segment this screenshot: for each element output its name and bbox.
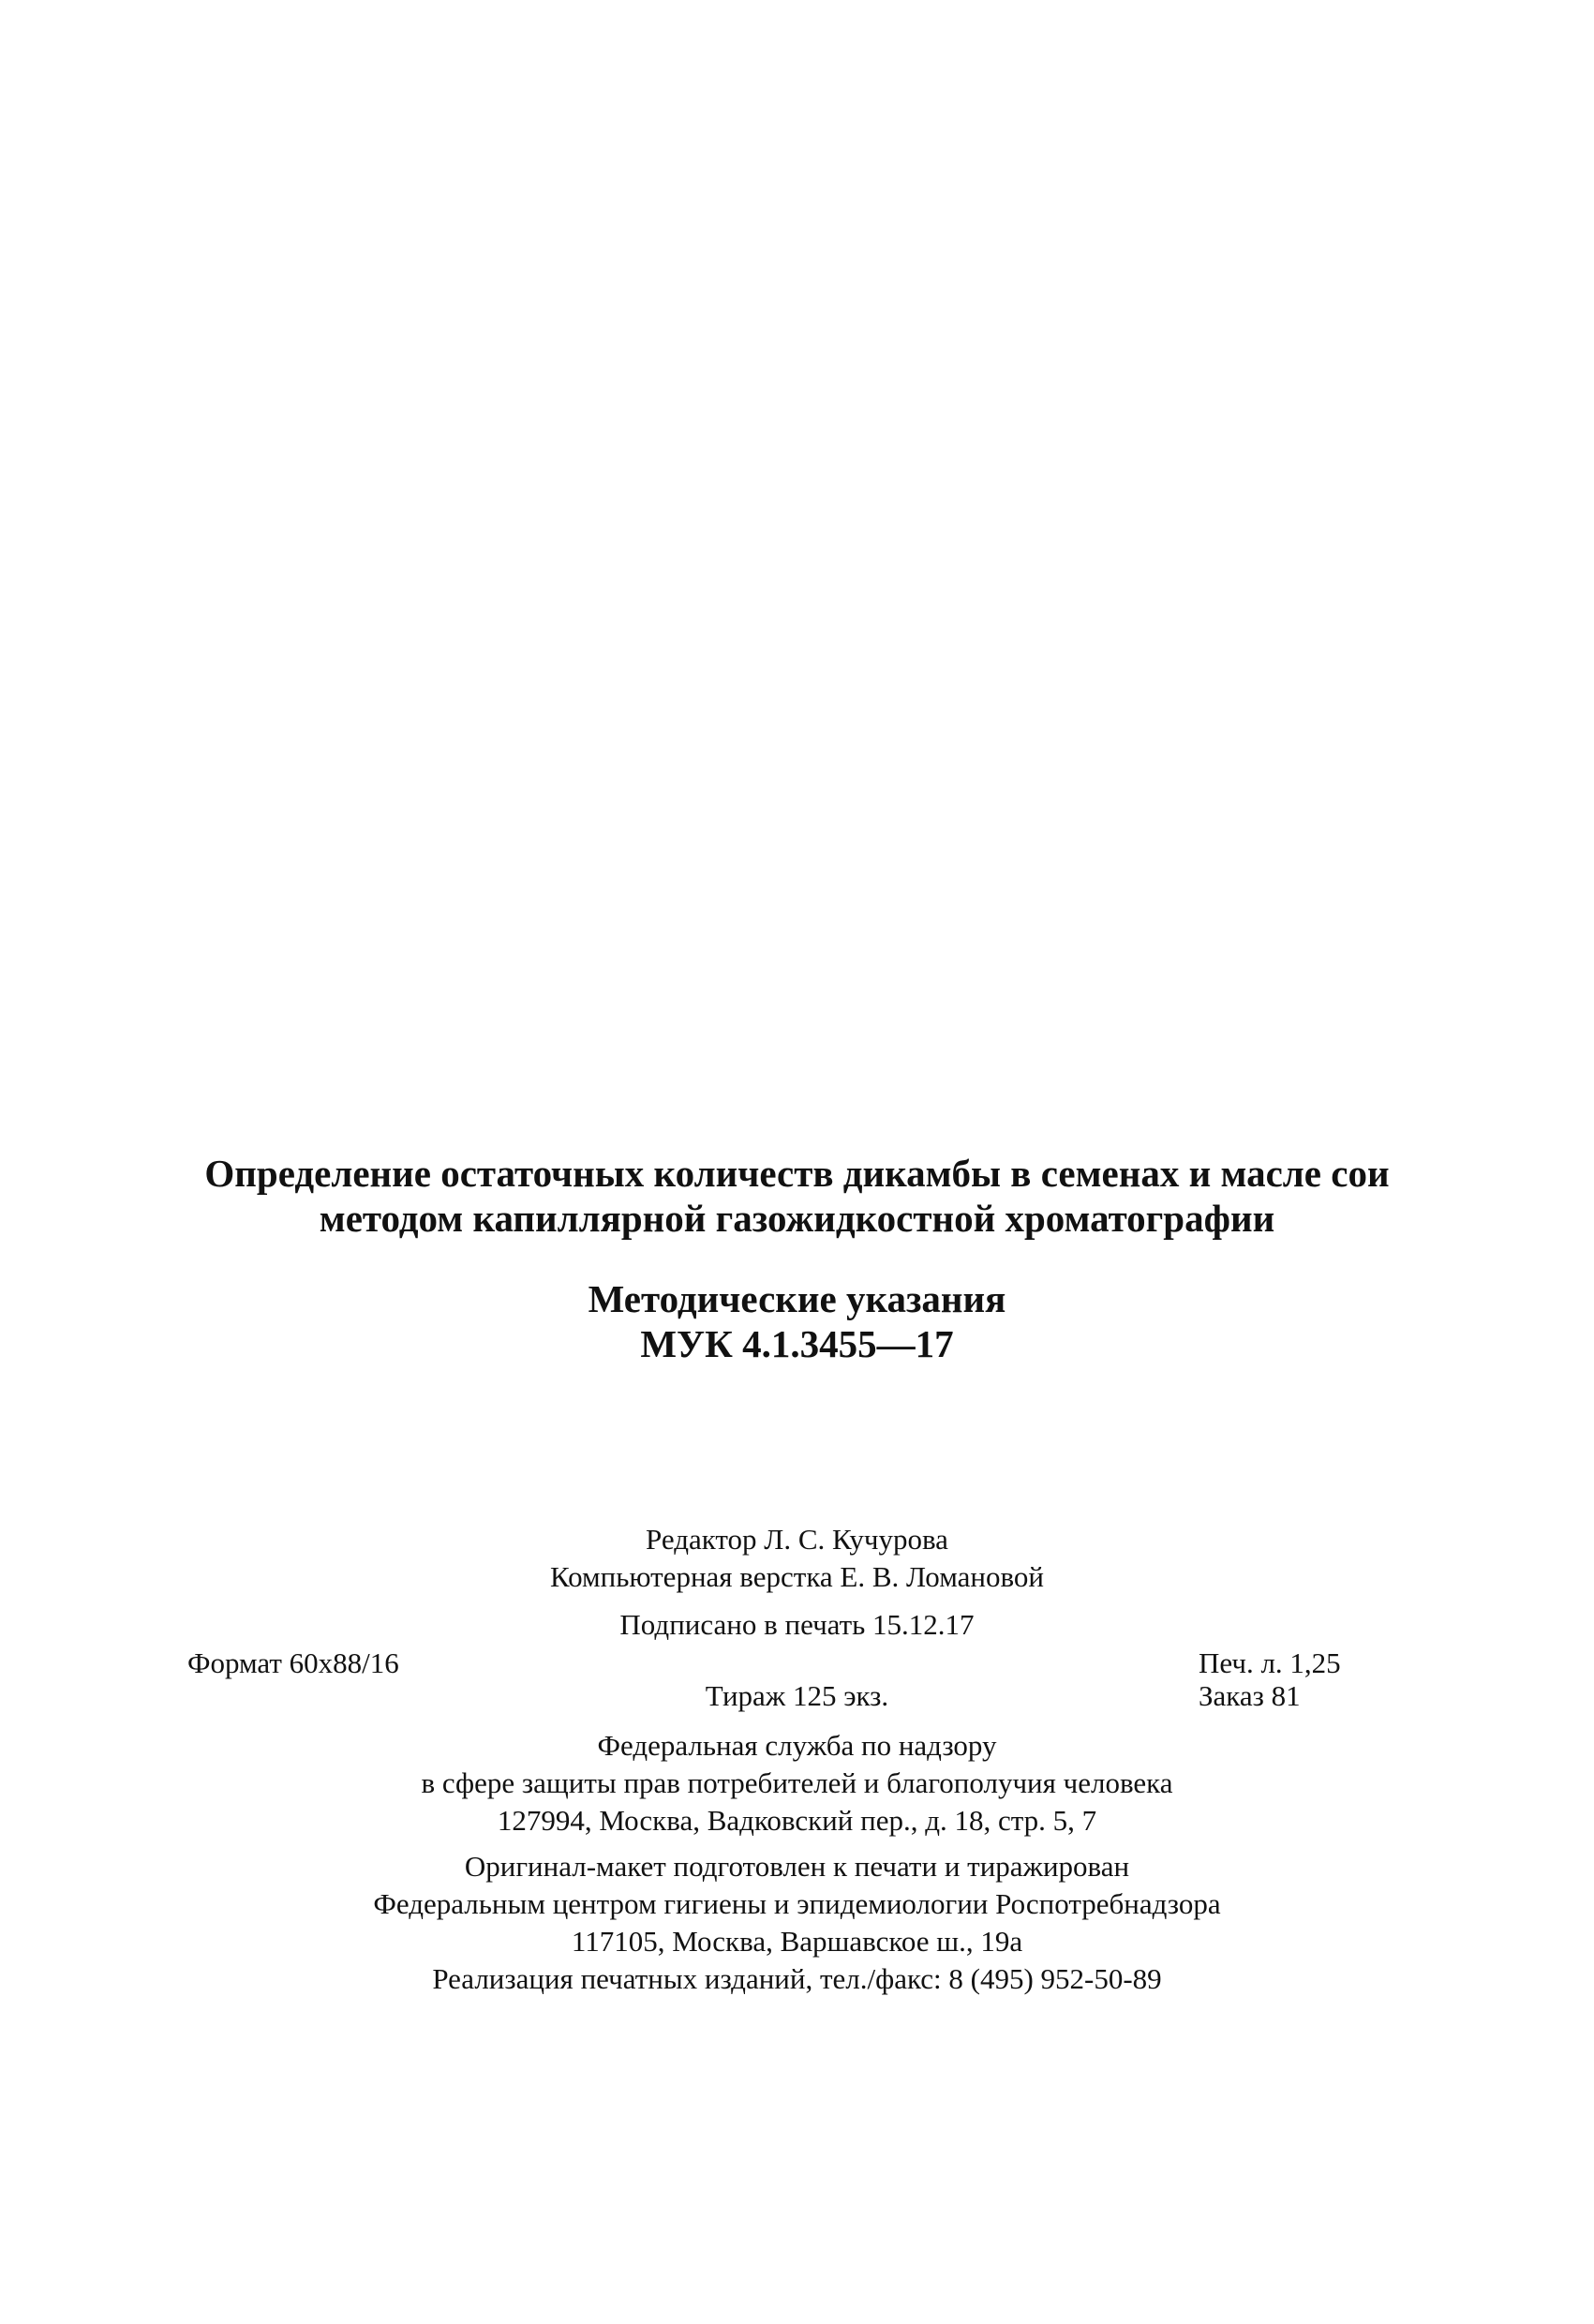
- title-line-2: методом капиллярной газожидкостной хроматографии: [319, 1197, 1275, 1240]
- publisher-line-2: в сфере защиты прав потребителей и благополучия человека: [421, 1766, 1173, 1799]
- subtitle-line-1: Методические указания: [588, 1277, 1006, 1320]
- document-title: [0, 1151, 1594, 1241]
- credits-block: [0, 1521, 1594, 1596]
- subtitle-line-2: МУК 4.1.3455—17: [640, 1322, 954, 1365]
- printer-line-1: Оригинал-макет подготовлен к печати и тиражирован: [464, 1850, 1130, 1883]
- printer-line-2: Федеральным центром гигиены и эпидемиологии Роспотребнадзора: [373, 1887, 1221, 1920]
- document-subtitle: [0, 1276, 1594, 1366]
- publisher-line-1: Федеральная служба по надзору: [597, 1729, 997, 1762]
- print-run: Тираж 125 экз.: [705, 1679, 889, 1712]
- title-line-1: Определение остаточных количеств дикамбы в семенах и масле сои: [204, 1152, 1390, 1195]
- printer-block: [0, 1848, 1594, 1998]
- printer-address: 117105, Москва, Варшавское ш., 19а: [571, 1925, 1023, 1958]
- paper-format: Формат 60x88/16: [187, 1646, 399, 1679]
- sales-contact: Реализация печатных изданий, тел./факс: 8 (495) 952-50-89: [432, 1962, 1162, 1995]
- publisher-address: 127994, Москва, Вадковский пер., д. 18, стр. 5, 7: [497, 1804, 1097, 1837]
- order-number: Заказ 81: [1199, 1679, 1301, 1712]
- signed-for-print: Подписано в печать 15.12.17: [619, 1608, 975, 1641]
- publisher-block: [0, 1727, 1594, 1840]
- editor-credit: Редактор Л. С. Кучурова: [646, 1523, 948, 1556]
- layout-credit: Компьютерная верстка Е. В. Ломановой: [550, 1560, 1044, 1593]
- printed-sheets: Печ. л. 1,25: [1199, 1646, 1341, 1679]
